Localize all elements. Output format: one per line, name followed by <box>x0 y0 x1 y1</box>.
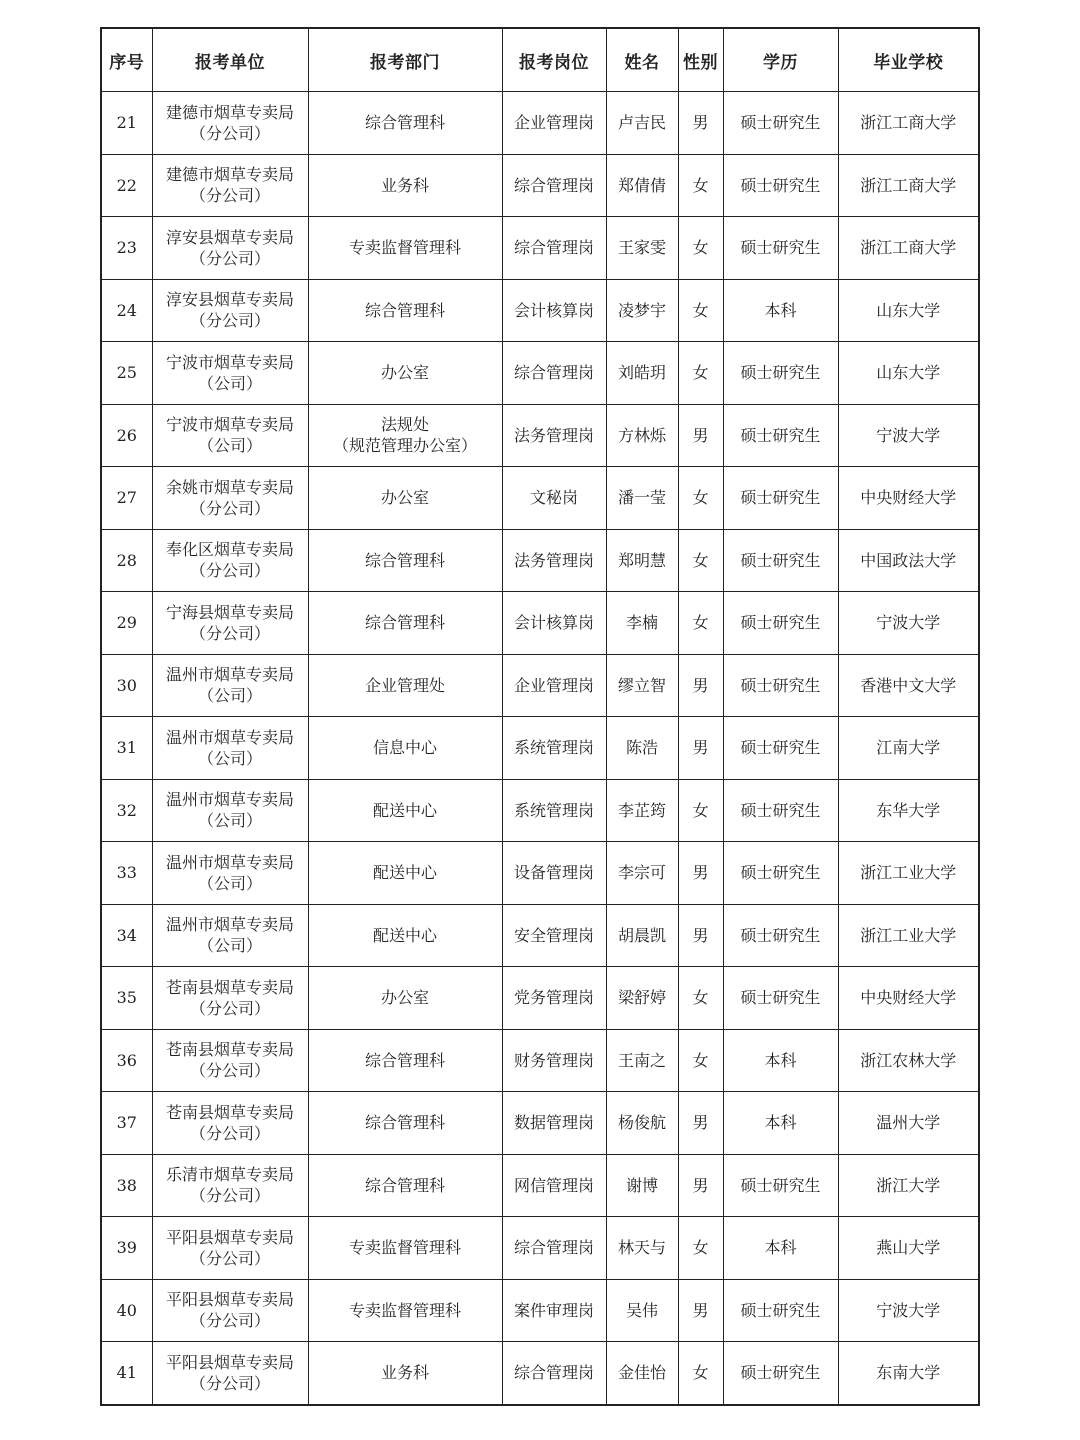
cell-seq: 31 <box>101 717 152 780</box>
department-line: 配送中心 <box>372 925 437 945</box>
table-row <box>101 654 979 717</box>
unit-line: （分公司） <box>189 1373 270 1393</box>
unit-line: （分公司） <box>189 998 270 1018</box>
cell-name: 卢吉民 <box>606 92 678 155</box>
cell-department <box>308 967 502 1030</box>
cell-name: 郑明慧 <box>606 529 678 592</box>
cell-school: 浙江工业大学 <box>838 904 979 967</box>
unit-line: （分公司） <box>189 1248 270 1268</box>
unit-line: 淳安县烟草专卖局 <box>165 290 294 310</box>
cell-gender: 女 <box>678 467 723 530</box>
cell-school: 宁波大学 <box>838 592 979 655</box>
cell-education: 硕士研究生 <box>723 1279 838 1342</box>
cell-unit <box>152 217 308 280</box>
unit-line: （公司） <box>197 686 262 706</box>
table-row <box>101 717 979 780</box>
cell-position: 数据管理岗 <box>502 1092 606 1155</box>
unit-line: （分公司） <box>189 1311 270 1331</box>
table-row <box>101 904 979 967</box>
unit-line: 乐清市烟草专卖局 <box>165 1165 294 1185</box>
department-line: 专卖监督管理科 <box>348 1300 461 1320</box>
cell-education: 硕士研究生 <box>723 342 838 405</box>
cell-gender: 男 <box>678 92 723 155</box>
cell-gender: 男 <box>678 904 723 967</box>
cell-name: 王南之 <box>606 1029 678 1092</box>
unit-line: （分公司） <box>189 1061 270 1081</box>
cell-seq: 25 <box>101 342 152 405</box>
cell-name: 李宗可 <box>606 842 678 905</box>
header-school: 毕业学校 <box>838 28 979 92</box>
cell-position: 法务管理岗 <box>502 529 606 592</box>
cell-seq: 27 <box>101 467 152 530</box>
cell-position: 党务管理岗 <box>502 967 606 1030</box>
cell-education: 硕士研究生 <box>723 1154 838 1217</box>
cell-seq: 26 <box>101 404 152 467</box>
cell-school: 山东大学 <box>838 279 979 342</box>
cell-education: 硕士研究生 <box>723 92 838 155</box>
unit-line: （公司） <box>197 748 262 768</box>
hiring-roster-table <box>100 27 980 1406</box>
unit-line: （公司） <box>197 936 262 956</box>
cell-gender: 女 <box>678 1217 723 1280</box>
department-line: 配送中心 <box>372 800 437 820</box>
table-row <box>101 1029 979 1092</box>
cell-education: 硕士研究生 <box>723 967 838 1030</box>
cell-position: 文秘岗 <box>502 467 606 530</box>
department-line: 企业管理处 <box>364 675 445 695</box>
department-line: 专卖监督管理科 <box>348 1238 461 1258</box>
cell-gender: 女 <box>678 154 723 217</box>
cell-unit <box>152 592 308 655</box>
cell-department <box>308 1154 502 1217</box>
unit-line: （分公司） <box>189 1123 270 1143</box>
cell-unit <box>152 342 308 405</box>
cell-name: 潘一莹 <box>606 467 678 530</box>
cell-unit <box>152 1154 308 1217</box>
cell-school: 中央财经大学 <box>838 967 979 1030</box>
cell-seq: 38 <box>101 1154 152 1217</box>
cell-department <box>308 529 502 592</box>
department-line: 综合管理科 <box>364 113 445 133</box>
cell-position: 安全管理岗 <box>502 904 606 967</box>
cell-seq: 39 <box>101 1217 152 1280</box>
unit-line: 苍南县烟草专卖局 <box>165 1102 294 1122</box>
table-row <box>101 779 979 842</box>
cell-name: 王家雯 <box>606 217 678 280</box>
header-department: 报考部门 <box>308 28 502 92</box>
cell-gender: 男 <box>678 1092 723 1155</box>
cell-seq: 41 <box>101 1342 152 1405</box>
cell-education: 硕士研究生 <box>723 904 838 967</box>
unit-line: 宁波市烟草专卖局 <box>165 415 294 435</box>
cell-education: 硕士研究生 <box>723 217 838 280</box>
department-line: 综合管理科 <box>364 550 445 570</box>
cell-department <box>308 717 502 780</box>
cell-education: 本科 <box>723 1029 838 1092</box>
unit-line: 温州市烟草专卖局 <box>165 727 294 747</box>
unit-line: （分公司） <box>189 623 270 643</box>
cell-department <box>308 1342 502 1405</box>
cell-name: 刘皓玥 <box>606 342 678 405</box>
cell-education: 硕士研究生 <box>723 654 838 717</box>
cell-department <box>308 467 502 530</box>
cell-position: 案件审理岗 <box>502 1279 606 1342</box>
cell-seq: 28 <box>101 529 152 592</box>
cell-name: 林天与 <box>606 1217 678 1280</box>
cell-name: 谢博 <box>606 1154 678 1217</box>
cell-school: 宁波大学 <box>838 1279 979 1342</box>
cell-department <box>308 592 502 655</box>
cell-department <box>308 779 502 842</box>
unit-line: 宁海县烟草专卖局 <box>165 602 294 622</box>
header-name: 姓名 <box>606 28 678 92</box>
cell-seq: 23 <box>101 217 152 280</box>
cell-department <box>308 842 502 905</box>
cell-seq: 37 <box>101 1092 152 1155</box>
cell-education: 硕士研究生 <box>723 842 838 905</box>
cell-gender: 女 <box>678 1342 723 1405</box>
cell-name: 李芷筠 <box>606 779 678 842</box>
cell-seq: 35 <box>101 967 152 1030</box>
unit-line: （分公司） <box>189 311 270 331</box>
cell-name: 李楠 <box>606 592 678 655</box>
cell-position: 法务管理岗 <box>502 404 606 467</box>
cell-unit <box>152 154 308 217</box>
cell-name: 凌梦宇 <box>606 279 678 342</box>
cell-gender: 女 <box>678 967 723 1030</box>
cell-gender: 女 <box>678 1029 723 1092</box>
unit-line: 建德市烟草专卖局 <box>165 165 294 185</box>
cell-department <box>308 1279 502 1342</box>
table-row <box>101 154 979 217</box>
cell-gender: 女 <box>678 779 723 842</box>
unit-line: 温州市烟草专卖局 <box>165 665 294 685</box>
cell-education: 硕士研究生 <box>723 717 838 780</box>
unit-line: 平阳县烟草专卖局 <box>165 1290 294 1310</box>
table-row <box>101 92 979 155</box>
header-gender: 性别 <box>678 28 723 92</box>
unit-line: （分公司） <box>189 1186 270 1206</box>
cell-position: 财务管理岗 <box>502 1029 606 1092</box>
cell-unit <box>152 1092 308 1155</box>
unit-line: （分公司） <box>189 123 270 143</box>
cell-unit <box>152 1279 308 1342</box>
unit-line: 平阳县烟草专卖局 <box>165 1227 294 1247</box>
cell-unit <box>152 1217 308 1280</box>
unit-line: （分公司） <box>189 561 270 581</box>
cell-name: 胡晨凯 <box>606 904 678 967</box>
department-line: （规范管理办公室） <box>332 436 477 456</box>
cell-education: 硕士研究生 <box>723 1342 838 1405</box>
unit-line: （分公司） <box>189 498 270 518</box>
unit-line: 苍南县烟草专卖局 <box>165 977 294 997</box>
cell-school: 山东大学 <box>838 342 979 405</box>
cell-school: 中国政法大学 <box>838 529 979 592</box>
cell-school: 中央财经大学 <box>838 467 979 530</box>
cell-school: 香港中文大学 <box>838 654 979 717</box>
cell-seq: 32 <box>101 779 152 842</box>
unit-line: 温州市烟草专卖局 <box>165 790 294 810</box>
cell-position: 网信管理岗 <box>502 1154 606 1217</box>
cell-department <box>308 279 502 342</box>
table-row <box>101 529 979 592</box>
table-row <box>101 342 979 405</box>
cell-school: 浙江工商大学 <box>838 154 979 217</box>
cell-school: 东华大学 <box>838 779 979 842</box>
cell-gender: 女 <box>678 342 723 405</box>
cell-gender: 男 <box>678 717 723 780</box>
unit-line: 宁波市烟草专卖局 <box>165 352 294 372</box>
cell-unit <box>152 279 308 342</box>
cell-seq: 33 <box>101 842 152 905</box>
cell-position: 会计核算岗 <box>502 279 606 342</box>
department-line: 业务科 <box>380 175 429 195</box>
cell-position: 系统管理岗 <box>502 779 606 842</box>
cell-unit <box>152 654 308 717</box>
cell-position: 设备管理岗 <box>502 842 606 905</box>
cell-unit <box>152 842 308 905</box>
table-row <box>101 1279 979 1342</box>
cell-gender: 女 <box>678 279 723 342</box>
department-line: 法规处 <box>380 415 429 435</box>
cell-school: 浙江工商大学 <box>838 217 979 280</box>
unit-line: （公司） <box>197 436 262 456</box>
department-line: 办公室 <box>380 363 429 383</box>
department-line: 办公室 <box>380 988 429 1008</box>
cell-department <box>308 92 502 155</box>
cell-position: 会计核算岗 <box>502 592 606 655</box>
cell-position: 企业管理岗 <box>502 654 606 717</box>
unit-line: （公司） <box>197 873 262 893</box>
cell-seq: 22 <box>101 154 152 217</box>
cell-position: 综合管理岗 <box>502 154 606 217</box>
cell-school: 燕山大学 <box>838 1217 979 1280</box>
unit-line: 余姚市烟草专卖局 <box>165 477 294 497</box>
cell-gender: 男 <box>678 1154 723 1217</box>
cell-department <box>308 1029 502 1092</box>
cell-unit <box>152 779 308 842</box>
cell-gender: 男 <box>678 654 723 717</box>
cell-seq: 34 <box>101 904 152 967</box>
table-header-row <box>101 28 979 92</box>
cell-seq: 40 <box>101 1279 152 1342</box>
table-row <box>101 1154 979 1217</box>
cell-department <box>308 404 502 467</box>
cell-department <box>308 654 502 717</box>
table-row <box>101 1092 979 1155</box>
department-line: 办公室 <box>380 488 429 508</box>
department-line: 综合管理科 <box>364 1113 445 1133</box>
department-line: 业务科 <box>380 1363 429 1383</box>
unit-line: 温州市烟草专卖局 <box>165 915 294 935</box>
table-row <box>101 467 979 530</box>
table-row <box>101 1217 979 1280</box>
cell-name: 杨俊航 <box>606 1092 678 1155</box>
cell-seq: 29 <box>101 592 152 655</box>
cell-name: 郑倩倩 <box>606 154 678 217</box>
cell-department <box>308 904 502 967</box>
cell-seq: 21 <box>101 92 152 155</box>
unit-line: 建德市烟草专卖局 <box>165 102 294 122</box>
cell-education: 硕士研究生 <box>723 467 838 530</box>
cell-education: 本科 <box>723 1092 838 1155</box>
cell-unit <box>152 717 308 780</box>
header-education: 学历 <box>723 28 838 92</box>
table-row <box>101 967 979 1030</box>
cell-education: 硕士研究生 <box>723 779 838 842</box>
department-line: 信息中心 <box>372 738 437 758</box>
cell-unit <box>152 404 308 467</box>
cell-seq: 24 <box>101 279 152 342</box>
cell-school: 浙江工业大学 <box>838 842 979 905</box>
cell-education: 硕士研究生 <box>723 154 838 217</box>
table-row <box>101 404 979 467</box>
cell-department <box>308 1092 502 1155</box>
cell-department <box>308 154 502 217</box>
cell-seq: 36 <box>101 1029 152 1092</box>
cell-school: 江南大学 <box>838 717 979 780</box>
cell-position: 综合管理岗 <box>502 1217 606 1280</box>
cell-education: 本科 <box>723 1217 838 1280</box>
cell-unit <box>152 92 308 155</box>
cell-gender: 女 <box>678 217 723 280</box>
table-row <box>101 592 979 655</box>
table-row <box>101 279 979 342</box>
cell-department <box>308 217 502 280</box>
header-position: 报考岗位 <box>502 28 606 92</box>
unit-line: 苍南县烟草专卖局 <box>165 1040 294 1060</box>
cell-gender: 女 <box>678 529 723 592</box>
unit-line: （分公司） <box>189 248 270 268</box>
cell-unit <box>152 1342 308 1405</box>
cell-education: 硕士研究生 <box>723 404 838 467</box>
cell-school: 温州大学 <box>838 1092 979 1155</box>
table-row <box>101 1342 979 1405</box>
cell-name: 方林烁 <box>606 404 678 467</box>
unit-line: 奉化区烟草专卖局 <box>165 540 294 560</box>
cell-name: 金佳怡 <box>606 1342 678 1405</box>
cell-school: 浙江农林大学 <box>838 1029 979 1092</box>
department-line: 综合管理科 <box>364 613 445 633</box>
header-unit: 报考单位 <box>152 28 308 92</box>
cell-education: 硕士研究生 <box>723 592 838 655</box>
department-line: 综合管理科 <box>364 1175 445 1195</box>
cell-name: 吴伟 <box>606 1279 678 1342</box>
cell-unit <box>152 467 308 530</box>
cell-position: 企业管理岗 <box>502 92 606 155</box>
unit-line: 平阳县烟草专卖局 <box>165 1352 294 1372</box>
cell-unit <box>152 1029 308 1092</box>
cell-name: 陈浩 <box>606 717 678 780</box>
unit-line: （分公司） <box>189 186 270 206</box>
cell-gender: 女 <box>678 592 723 655</box>
table-row <box>101 217 979 280</box>
cell-school: 宁波大学 <box>838 404 979 467</box>
department-line: 专卖监督管理科 <box>348 238 461 258</box>
cell-gender: 男 <box>678 842 723 905</box>
unit-line: （公司） <box>197 811 262 831</box>
cell-position: 综合管理岗 <box>502 1342 606 1405</box>
cell-gender: 男 <box>678 404 723 467</box>
cell-position: 综合管理岗 <box>502 342 606 405</box>
department-line: 配送中心 <box>372 863 437 883</box>
table-row <box>101 842 979 905</box>
department-line: 综合管理科 <box>364 300 445 320</box>
cell-school: 浙江大学 <box>838 1154 979 1217</box>
header-seq: 序号 <box>101 28 152 92</box>
table-body <box>101 92 979 1405</box>
cell-education: 本科 <box>723 279 838 342</box>
department-line: 综合管理科 <box>364 1050 445 1070</box>
cell-seq: 30 <box>101 654 152 717</box>
cell-unit <box>152 904 308 967</box>
cell-school: 浙江工商大学 <box>838 92 979 155</box>
unit-line: 淳安县烟草专卖局 <box>165 227 294 247</box>
unit-line: 温州市烟草专卖局 <box>165 852 294 872</box>
cell-department <box>308 342 502 405</box>
cell-unit <box>152 529 308 592</box>
cell-school: 东南大学 <box>838 1342 979 1405</box>
cell-name: 梁舒婷 <box>606 967 678 1030</box>
cell-position: 综合管理岗 <box>502 217 606 280</box>
cell-name: 缪立智 <box>606 654 678 717</box>
cell-education: 硕士研究生 <box>723 529 838 592</box>
unit-line: （公司） <box>197 373 262 393</box>
cell-department <box>308 1217 502 1280</box>
cell-unit <box>152 967 308 1030</box>
cell-gender: 男 <box>678 1279 723 1342</box>
cell-position: 系统管理岗 <box>502 717 606 780</box>
